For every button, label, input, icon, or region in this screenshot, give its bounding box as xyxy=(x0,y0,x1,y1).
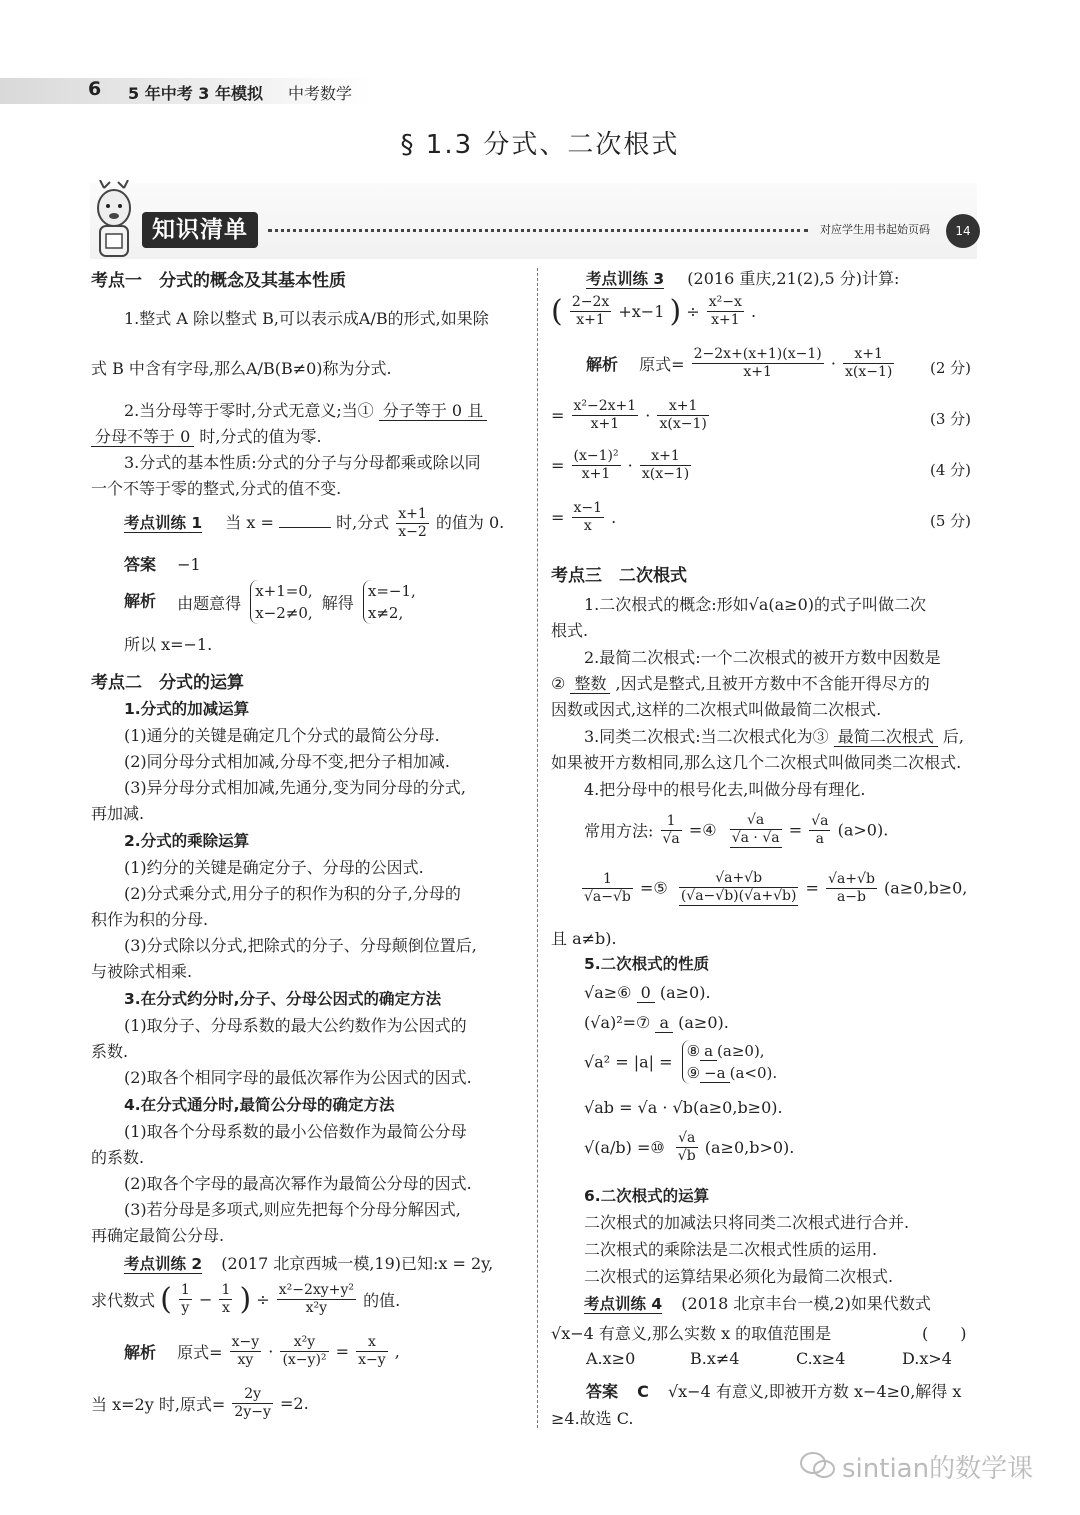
text-line: 系数. xyxy=(91,1042,129,1061)
text-line: 2.当分母等于零时,分式无意义;当① 分子等于 0 且 xyxy=(124,398,487,421)
answer-blank xyxy=(279,527,331,528)
formula-line: √a≥⑥ 0 (a≥0). xyxy=(584,983,711,1002)
text-line: 再确定最简公分母. xyxy=(91,1226,225,1245)
formula-line: √ab = √a · √b(a≥0,b≥0). xyxy=(584,1098,783,1117)
answer-bracket: ( ) xyxy=(922,1324,967,1343)
fraction: $\frac{2-2x+(x+1)(x-1)}{x+1}$ xyxy=(693,346,822,380)
score: (3 分) xyxy=(930,410,972,428)
answer-fraction: $\frac{√a}{√a \cdot √a}$ xyxy=(731,812,780,846)
fraction: $\frac{x-y}{xy}$ xyxy=(231,1334,260,1368)
formula-line: √(a/b) =⑩ $\frac{√a}{√b}$ (a≥0,b>0). xyxy=(584,1130,795,1164)
fraction: $\frac{x}{x-y}$ xyxy=(358,1334,386,1368)
answer-blank: 最简二次根式 xyxy=(834,727,938,747)
answer-line: 答案 −1 xyxy=(124,555,201,574)
answer-blank: 整数 xyxy=(570,674,610,694)
fraction: $\frac{1}{√a}$ xyxy=(662,812,680,847)
fraction: $\frac{\text{x²−x}}{x+1}$ xyxy=(708,294,742,328)
fraction: $\frac{1}{y}$ xyxy=(180,1282,190,1316)
fraction: $\frac{\text{x²−2x+1}}{x+1}$ xyxy=(573,398,637,432)
exercise-tag: 考点训练 1 xyxy=(124,514,203,532)
solution-step: = $\frac{x-1}{x}$ . xyxy=(551,500,617,534)
score: (2 分) xyxy=(930,359,972,377)
fraction: $\frac{\text{x²−2xy+y²}}{\text{x²y}}$ xyxy=(278,1282,354,1316)
answer-line: 答案 C √x−4 有意义,即被开方数 x−4≥0,解得 x xyxy=(586,1382,962,1401)
fraction: $\frac{√a+√b}{a-b}$ xyxy=(828,870,875,905)
text-line: 分母不等于 0 时,分式的值为零. xyxy=(91,424,322,447)
solution-line: 当 x=2y 时,原式= $\frac{2y}{2y-y}$ =2. xyxy=(91,1386,309,1420)
text-line: 如果被开方数相同,那么这几个二次根式叫做同类二次根式. xyxy=(551,753,962,772)
choice-d: D.x>4 xyxy=(902,1349,952,1368)
fraction: $\frac{1}{x}$ xyxy=(221,1282,231,1316)
text-line: ② 整数 ,因式是整式,且被开方数中不含能开得尽方的 xyxy=(551,674,930,693)
subject: 中考数学 xyxy=(288,84,353,103)
subsection-heading: 4.在分式通分时,最简公分母的确定方法 xyxy=(124,1096,395,1114)
section-label: 知识清单 xyxy=(142,212,258,248)
page-title: § 1.3 分式、二次根式 xyxy=(400,130,680,160)
exercise-4: 考点训练 4 (2018 北京丰台一模,2)如果代数式 xyxy=(584,1294,931,1313)
fraction: $\frac{x-1}{x}$ xyxy=(573,500,603,534)
text-line: 与被除式相乘. xyxy=(91,962,193,981)
case-system: ⑧ a (a≥0), ⑨ −a (a<0). xyxy=(682,1040,778,1084)
fraction: $\frac{x+1}{x(x-1)}$ xyxy=(641,448,690,482)
text-line: (1)约分的关键是确定分子、分母的公因式. xyxy=(124,858,424,877)
answer-blank: a xyxy=(655,1013,673,1033)
text-line: (3)若分母是多项式,则应先把每个分母分解因式, xyxy=(124,1200,461,1219)
text-line: ≥4.故选 C. xyxy=(551,1409,634,1428)
subsection-heading: 5.二次根式的性质 xyxy=(584,955,710,973)
exercise-2: 考点训练 2 (2017 北京西城一模,19)已知:x = 2y, xyxy=(124,1254,494,1273)
answer-blank: 0 xyxy=(637,983,655,1003)
fraction: $\frac{1}{√a-√b}$ xyxy=(584,870,631,905)
reference-page-badge: 14 xyxy=(946,214,980,248)
exercise-1: 考点训练 1 当 x = 时,分式 $\frac{x+1}{x-2}$ 的值为 0. xyxy=(124,506,505,540)
expression-line: ( $\frac{2-2x}{x+1}$ +x−1 ) ÷ $\frac{\text{x²−x}}{x+1}$ . xyxy=(551,294,757,329)
text-line: (2)分式乘分式,用分子的积作为积的分子,分母的 xyxy=(124,884,461,903)
text-line: 3.同类二次根式:当二次根式化为③ 最简二次根式 后, xyxy=(584,727,964,746)
answer-blank: 分子等于 0 且 xyxy=(379,401,487,421)
choice-a: A.x≥0 xyxy=(586,1349,636,1368)
formula-line: $\frac{1}{√a-√b}$ =⑤ $\frac{√a+√b}{(√a-√b)(√a+√b)}$ = $\frac{√a+√b}{a-b}$ (a≥0,b≥0, xyxy=(584,870,968,905)
equation-system: x+1=0, x−2≠0, xyxy=(250,580,312,624)
expression-line: 求代数式 ( $\frac{1}{y}$ − $\frac{1}{x}$ ) ÷ $\frac{\text{x²−2xy+y²}}{\text{x²y}}$ 的值. xyxy=(91,1282,401,1317)
text-line: 因数或因式,这样的二次根式叫做最简二次根式. xyxy=(551,700,882,719)
text-line: 3.分式的基本性质:分式的分子与分母都乘或除以同 xyxy=(124,453,481,472)
text-line: 2.最简二次根式:一个二次根式的被开方数中因数是 xyxy=(584,648,941,667)
text-line: 且 a≠b). xyxy=(551,929,617,948)
text-line: (3)分式除以分式,把除式的分子、分母颠倒位置后, xyxy=(124,936,477,955)
solution-system: x=−1, x≠2, xyxy=(363,580,416,624)
fraction: $\frac{2-2x}{x+1}$ xyxy=(571,294,610,328)
solution-line: 解析 原式= $\frac{x-y}{xy}$ · $\frac{\text{x²y}}{\text{(x−y)²}}$ = $\frac{x}{x-y}$ , xyxy=(124,1334,400,1368)
fraction: $\frac{x+1}{x(x-1)}$ xyxy=(659,398,707,432)
choice-c: C.x≥4 xyxy=(796,1349,846,1368)
fraction: $\frac{x+1}{x(x-1)}$ xyxy=(845,346,893,380)
reference-text: 对应学生用书起始页码 xyxy=(820,223,930,236)
answer-fraction: $\frac{√a+√b}{(√a-√b)(√a+√b)}$ xyxy=(680,870,797,904)
formula-line: √a² = |a| = ⑧ a (a≥0), ⑨ −a (a<0). xyxy=(584,1042,778,1082)
exercise-tag: 考点训练 3 xyxy=(586,270,665,288)
text-line: 所以 x=−1. xyxy=(124,635,213,654)
fraction: $\frac{√a}{a}$ xyxy=(811,812,829,847)
fraction: $\frac{\text{x²y}}{\text{(x−y)²}}$ xyxy=(282,1334,327,1368)
text-line: √x−4 有意义,那么实数 x 的取值范围是 xyxy=(551,1324,832,1343)
text-line: 二次根式的乘除法是二次根式性质的运用. xyxy=(584,1240,878,1259)
text-line: 一个不等于零的整式,分式的值不变. xyxy=(91,479,342,498)
solution-line: 解析 由题意得 x+1=0, x−2≠0, 解得 x=−1, x≠2, xyxy=(124,582,416,622)
text-line: 式 B 中含有字母,那么A/B(B≠0)称为分式. xyxy=(91,359,392,378)
score: (4 分) xyxy=(930,461,972,479)
text-line: (1)取各个分母系数的最小公倍数作为最简公分母 xyxy=(124,1122,467,1141)
text-line: (2)取各个相同字母的最低次幂作为公因式的因式. xyxy=(124,1068,472,1087)
fraction: $\frac{x+1}{x-2}$ xyxy=(398,506,427,540)
subsection-heading: 1.分式的加减运算 xyxy=(124,700,250,718)
answer-blank: −a xyxy=(700,1064,730,1083)
exercise-3: 考点训练 3 (2016 重庆,21(2),5 分)计算: xyxy=(586,269,900,288)
text-line: 1.二次根式的概念:形如√a(a≥0)的式子叫做二次 xyxy=(584,595,927,614)
section-heading: 考点一 分式的概念及其基本性质 xyxy=(91,271,346,291)
solution-step: = $\frac{\text{x²−2x+1}}{x+1}$ · $\frac{x+1}{x(x-1)}$ xyxy=(551,398,707,432)
formula-line: 常用方法: $\frac{1}{√a}$ =④ $\frac{√a}{√a \cdot √a}$ = $\frac{√a}{a}$ (a>0). xyxy=(584,812,889,847)
answer-blank: 分母不等于 0 xyxy=(91,427,194,447)
text-line: (3)异分母分式相加减,先通分,变为同分母的分式, xyxy=(124,778,466,797)
formula-line: (√a)²=⑦ a (a≥0). xyxy=(584,1013,729,1032)
dotted-divider xyxy=(268,229,808,232)
text-line: 二次根式的加减法只将同类二次根式进行合并. xyxy=(584,1213,910,1232)
exercise-tag: 考点训练 4 xyxy=(584,1295,663,1313)
fraction: $\frac{2y}{2y-y}$ xyxy=(234,1386,271,1420)
wechat-icon xyxy=(800,1450,836,1480)
text-line: (1)通分的关键是确定几个分式的最简公分母. xyxy=(124,726,440,745)
solution-step: = $\frac{\text{(x−1)²}}{x+1}$ · $\frac{x+1}{x(x-1)}$ xyxy=(551,448,690,482)
text-line: (2)同分母分式相加减,分母不变,把分子相加减. xyxy=(124,752,450,771)
column-divider xyxy=(537,268,538,1428)
subsection-heading: 3.在分式约分时,分子、分母公因式的确定方法 xyxy=(124,990,442,1008)
fraction: $\frac{\text{(x−1)²}}{x+1}$ xyxy=(573,448,619,482)
text-line: 二次根式的运算结果必须化为最简二次根式. xyxy=(584,1267,894,1286)
text-line: (1)取分子、分母系数的最大公约数作为公因式的 xyxy=(124,1016,467,1035)
subsection-heading: 6.二次根式的运算 xyxy=(584,1187,710,1205)
watermark: sintian的数学课 xyxy=(842,1454,1034,1484)
text-line: 1.整式 A 除以整式 B,可以表示成A/B的形式,如果除 xyxy=(124,309,489,328)
section-heading: 考点三 二次根式 xyxy=(551,566,687,586)
answer-blank: a xyxy=(700,1042,717,1061)
subsection-heading: 2.分式的乘除运算 xyxy=(124,832,250,850)
exercise-tag: 考点训练 2 xyxy=(124,1255,203,1273)
choice-b: B.x≠4 xyxy=(690,1349,740,1368)
text-line: 4.把分母中的根号化去,叫做分母有理化. xyxy=(584,780,866,799)
page-number: 6 xyxy=(88,78,102,100)
section-heading: 考点二 分式的运算 xyxy=(91,673,244,693)
text-line: (2)取各个字母的最高次幂作为最简公分母的因式. xyxy=(124,1174,472,1193)
answer-fraction: $\frac{√a}{√b}$ xyxy=(677,1130,696,1164)
book-title: 5 年中考 3 年模拟 xyxy=(128,84,263,103)
score: (5 分) xyxy=(930,512,972,530)
text-line: 根式. xyxy=(551,621,589,640)
text-line: 再加减. xyxy=(91,804,145,823)
solution-step: 解析 原式= $\frac{2-2x+(x+1)(x-1)}{x+1}$ · $\frac{x+1}{x(x-1)}$ xyxy=(586,346,893,380)
text-line: 的系数. xyxy=(91,1148,145,1167)
text-line: 积作为积的分母. xyxy=(91,910,209,929)
